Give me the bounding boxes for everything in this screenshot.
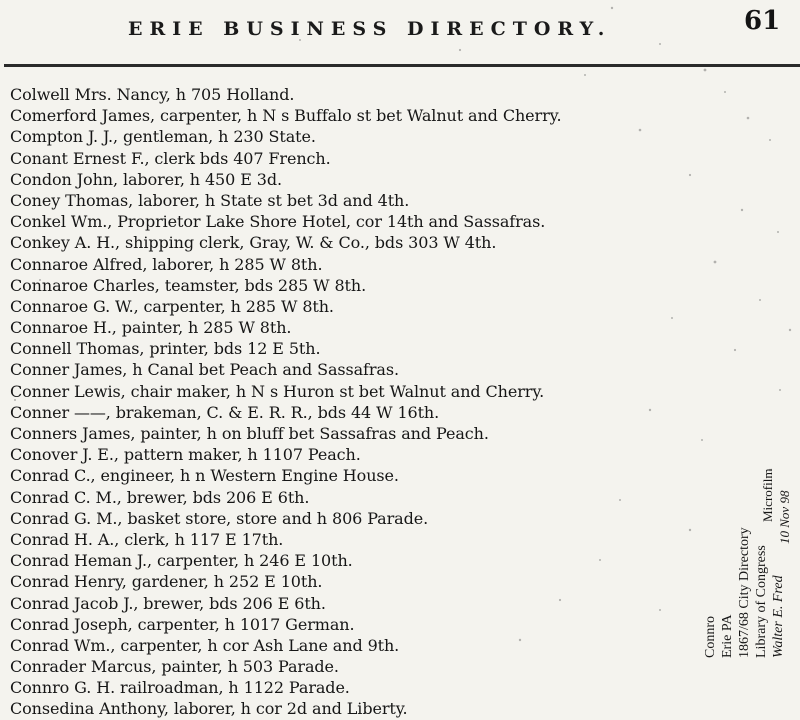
directory-entry: Conrader Marcus, painter, h 503 Parade. — [10, 657, 339, 677]
directory-entry: Connaroe H., painter, h 285 W 8th. — [10, 318, 292, 338]
directory-entry: Compton J. J., gentleman, h 230 State. — [10, 127, 316, 147]
directory-entry: Comerford James, carpenter, h N s Buffalo st bet Walnut and Cherry. — [10, 106, 562, 126]
stamp-library: Library of Congress — [754, 545, 769, 658]
directory-entry: Conkey A. H., shipping clerk, Gray, W. & Co., bds 303 W 4th. — [10, 233, 497, 253]
directory-entry: Conrad Wm., carpenter, h cor Ash Lane and 9th. — [10, 635, 400, 655]
directory-entry: Conkel Wm., Proprietor Lake Shore Hotel, cor 14th and Sassafras. — [10, 212, 546, 232]
directory-entry-list — [10, 84, 710, 720]
directory-entry: Conner ——, brakeman, C. & E. R. R., bds 44 W 16th. — [10, 402, 440, 422]
directory-entry: Condon John, laborer, h 450 E 3d. — [10, 169, 282, 189]
directory-entry: Conners James, painter, h on bluff bet Sassafras and Peach. — [10, 424, 489, 443]
directory-entry: Conrad Heman J., carpenter, h 246 E 10th. — [10, 551, 353, 571]
stamp-operator: Walter E. Fred — [771, 575, 786, 658]
directory-entry: Connro G. H. railroadman, h 1122 Parade. — [10, 678, 350, 698]
microfilm-date: 10 Nov 98 — [777, 490, 792, 544]
directory-entry: Conover J. E., pattern maker, h 1107 Peach. — [10, 445, 361, 465]
directory-entry: Consedina Anthony, laborer, h cor 2d and Liberty. — [10, 699, 408, 719]
directory-entry: Conner James, h Canal bet Peach and Sassafras. — [10, 360, 399, 380]
running-header-title: ERIE BUSINESS DIRECTORY. — [128, 18, 612, 40]
directory-entry: Connell Thomas, printer, bds 12 E 5th. — [10, 339, 321, 359]
page-number: 61 — [744, 6, 781, 36]
directory-entry: Conrad Jacob J., brewer, bds 206 E 6th. — [10, 593, 326, 613]
directory-entry: Colwell Mrs. Nancy, h 705 Holland. — [10, 85, 295, 104]
header-rule — [4, 64, 800, 67]
directory-entry: Connaroe Alfred, laborer, h 285 W 8th. — [10, 254, 323, 274]
microfilm-label: Microfilm — [760, 468, 775, 522]
stamp-title: 1867/68 City Directory — [737, 527, 752, 658]
stamp-name: Connro — [703, 616, 718, 658]
directory-entry: Conrad Joseph, carpenter, h 1017 German. — [10, 614, 355, 634]
directory-entry: Conrad H. A., clerk, h 117 E 17th. — [10, 529, 284, 549]
directory-entry: Conrad Henry, gardener, h 252 E 10th. — [10, 572, 323, 592]
directory-entry: Connaroe G. W., carpenter, h 285 W 8th. — [10, 296, 334, 316]
directory-entry: Conner Lewis, chair maker, h N s Huron st bet Walnut and Cherry. — [10, 381, 545, 401]
stamp-location: Erie PA — [720, 614, 735, 658]
directory-entry: Conrad C., engineer, h n Western Engine House. — [10, 466, 399, 486]
directory-entry: Conant Ernest F., clerk bds 407 French. — [10, 148, 331, 168]
directory-entry: Connaroe Charles, teamster, bds 285 W 8th. — [10, 275, 367, 295]
directory-entry: Conrad G. M., basket store, store and h 806 Parade. — [10, 508, 429, 528]
directory-entry: Coney Thomas, laborer, h State st bet 3d and 4th. — [10, 190, 410, 210]
directory-entry: Conrad C. M., brewer, bds 206 E 6th. — [10, 487, 310, 507]
